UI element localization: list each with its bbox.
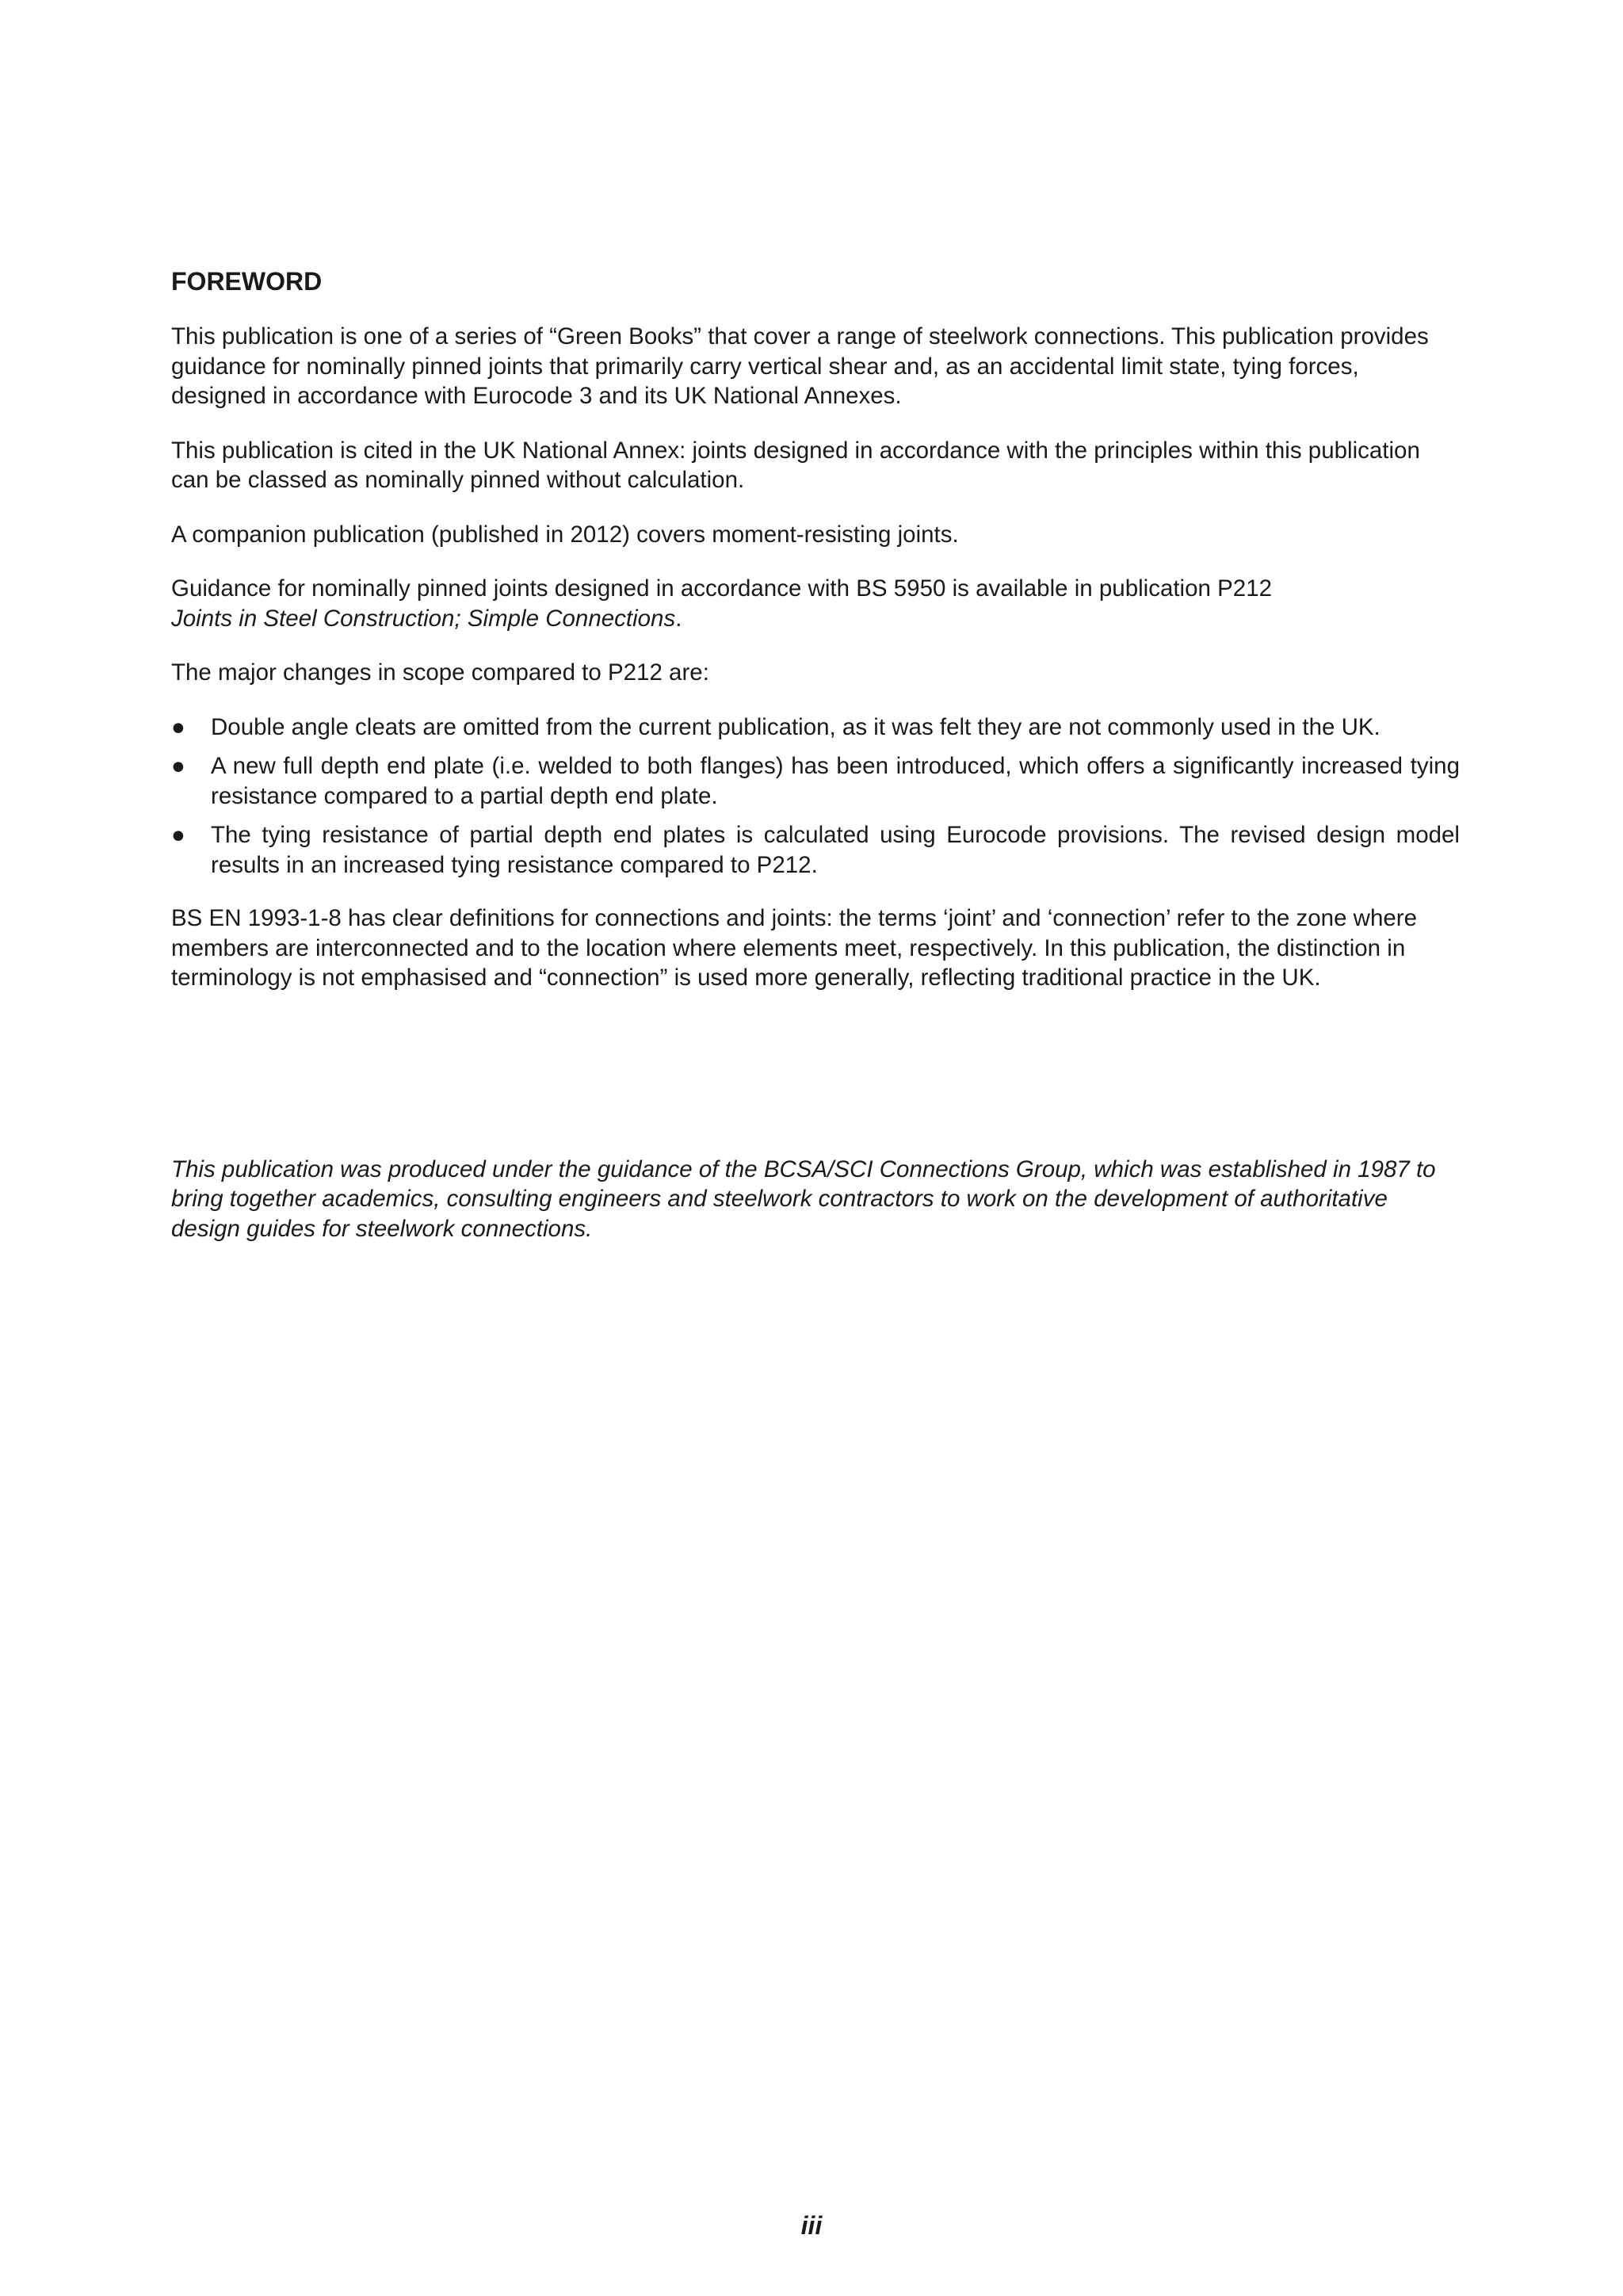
foreword-heading: FOREWORD xyxy=(171,267,323,296)
list-item xyxy=(171,751,1460,811)
companion-paragraph: A companion publication (published in 2012) covers moment-resisting joints. xyxy=(171,521,959,548)
bullet-icon: ● xyxy=(171,753,185,779)
list-item-text: The tying resistance of partial depth end plates is calculated using Eurocode provisions. The revised design model results in an increased tying resistance compared to P212. xyxy=(211,822,1460,878)
list-item-text: A new full depth end plate (i.e. welded to both flanges) has been introduced, which offers a significantly increased tying resistance compared to a partial depth end plate. xyxy=(211,753,1460,809)
definitions-paragraph: BS EN 1993-1-8 has clear definitions for connections and joints: the terms ‘joint’ and ‘connection’ refer to the zone where members are interconnected and to the location where elements meet, respectively. In this publication, the distinction in terminology is not emphasised and “connection” is used more generally, reflecting traditional practice in the UK. xyxy=(171,905,1418,991)
changes-list xyxy=(171,712,1460,881)
list-item xyxy=(171,820,1460,880)
guidance-paragraph xyxy=(171,574,1460,633)
guidance-end: . xyxy=(675,605,682,632)
list-item xyxy=(171,712,1460,743)
connections-group-note: This publication was produced under the guidance of the BCSA/SCI Connections Group, which was established in 1987 to bring together academics, consulting engineers and steelwork contractors to work on the development of authoritative design guides for steelwork connections. xyxy=(171,1156,1436,1242)
list-item-text: Double angle cleats are omitted from the current publication, as it was felt they are not commonly used in the UK. xyxy=(211,713,1381,740)
guidance-text: Guidance for nominally pinned joints designed in accordance with BS 5950 is available in publication P212 xyxy=(171,575,1273,602)
intro-paragraph: This publication is one of a series of “Green Books” that cover a range of steelwork connections. This publication provides guidance for nominally pinned joints that primarily carry vertical shear and, as an accidental limit state, tying forces, designed in accordance with Eurocode 3 and its UK National Annexes. xyxy=(171,323,1429,409)
page-number: iii xyxy=(800,2211,823,2240)
guidance-publication-title: Joints in Steel Construction; Simple Connections xyxy=(171,605,676,632)
bullet-icon: ● xyxy=(171,822,185,848)
bullet-icon: ● xyxy=(171,713,185,740)
national-annex-paragraph: This publication is cited in the UK National Annex: joints designed in accordance with the principles within this publication can be classed as nominally pinned without calculation. xyxy=(171,437,1420,493)
document-page xyxy=(171,266,1460,1268)
changes-intro: The major changes in scope compared to P212 are: xyxy=(171,659,709,686)
